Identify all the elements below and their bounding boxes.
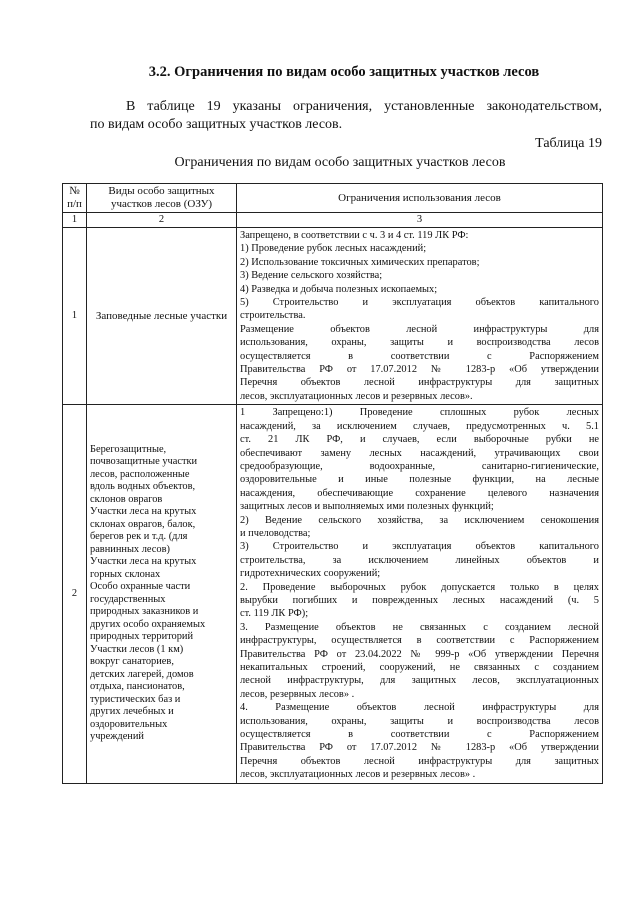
restriction-line: обеспечивают замену лесных насаждений, утрачивающих свои	[240, 447, 599, 459]
forest-type-line: вокруг санаториев,	[90, 656, 174, 668]
table-header-row	[63, 184, 603, 213]
restriction-line: вырубки погибших и поврежденных лесных насаждений (ч. 5	[240, 594, 599, 606]
restriction-line: лесной инфраструктуры, для защитных лесов, эксплуатационных	[240, 675, 599, 687]
forest-type-line: горных склонах	[90, 568, 161, 580]
intro-paragraph	[90, 98, 602, 134]
table-caption: Ограничения по видам особо защитных участков лесов	[174, 155, 506, 170]
row-number: 2	[63, 405, 87, 783]
forest-type-line: Участки леса на крутых	[90, 556, 197, 568]
col-number: 2	[87, 213, 237, 228]
restriction-line: насаждений, за исключением случаев, предусмотренных ч. 5.1	[240, 420, 599, 432]
restriction-line: строительства.	[240, 310, 306, 322]
intro-line-2: по видам особо защитных участков лесов.	[90, 117, 343, 132]
forest-type-line: склонов оврагов	[90, 493, 163, 505]
restriction-line: 1) Проведение рубок лесных насаждений;	[240, 243, 427, 255]
col-number: 1	[63, 213, 87, 228]
restriction-line: лесов, эксплуатационных лесов и резервных лесов».	[240, 390, 473, 402]
restriction-line: 3. Размещение объектов не связанных с созданием лесной	[240, 621, 599, 633]
table-row	[63, 228, 603, 405]
restriction-line: инфраструктуры, осуществляется в соответствии с Распоряжением	[240, 635, 599, 647]
restriction-line: Размещение объектов лесной инфраструктуры для	[240, 323, 599, 335]
col-number: 3	[237, 213, 603, 228]
forest-type-line: других особо охраняемых	[90, 618, 206, 630]
section-title: 3.2. Ограничения по видам особо защитных участков лесов	[148, 64, 540, 80]
restrictions-table	[62, 183, 603, 784]
forest-type-line: Участки лесов (1 км)	[90, 643, 184, 655]
forest-type-line: отдыха, пансионатов,	[90, 681, 185, 693]
restriction-line: 2) Ведение сельского хозяйства, за исключением сенокошения	[240, 514, 599, 526]
restriction-line: лесов, резервных лесов» .	[240, 688, 355, 700]
table-row	[63, 405, 603, 783]
restriction-line: 2) Использование токсичных химических препаратов;	[240, 256, 480, 268]
restriction-line: 3) Ведение сельского хозяйства;	[240, 270, 383, 282]
forest-type-line: равнинных лесов)	[90, 543, 170, 555]
restriction-line: оздоровительные и иные полезные функции, на лесные	[240, 474, 599, 486]
forest-type-line: Особо охранные части	[90, 581, 191, 593]
restriction-text	[237, 405, 603, 783]
restriction-line: строительства, за исключением линейных объектов и	[240, 554, 599, 566]
restriction-line: 5) Строительство и эксплуатация объектов капитального	[240, 297, 599, 309]
restriction-line: Перечня объектов лесной инфраструктуры для защитных	[240, 755, 599, 767]
restriction-line: использования, охраны, защиты и воспроизводства лесов	[240, 715, 599, 727]
restriction-line: гидротехнических сооружений;	[240, 568, 381, 580]
restriction-line: лесов, эксплуатационных лесов и резервных лесов» .	[240, 769, 476, 781]
table-label: Таблица 19	[535, 136, 602, 151]
restriction-line: 3) Строительство и эксплуатация объектов капитального	[240, 541, 599, 553]
restriction-line: использования, охраны, защиты и воспроизводства лесов	[240, 337, 599, 349]
header-num: № п/п	[63, 184, 87, 213]
restriction-line: Запрещено, в соответствии с ч. 3 и 4 ст. 119 ЛК РФ:	[240, 230, 469, 241]
restriction-line: и пчеловодства;	[240, 527, 311, 539]
forest-type-line: учреждений	[90, 731, 144, 743]
restriction-line: некапитальных строений, сооружений, не связанных с созданием	[240, 662, 599, 673]
restriction-line: 4) Разведка и добыча полезных ископаемых;	[240, 283, 438, 295]
restriction-line: Правительства РФ от 23.04.2022 № 999-р «Об утверждении Перечня	[240, 648, 599, 660]
restriction-line: 2. Проведение выборочных рубок допускается только в целях	[240, 581, 599, 593]
forest-type-line: других лечебных и	[90, 706, 174, 718]
intro-line-1: В таблице 19 указаны ограничения, установленные законодательством,	[126, 99, 602, 114]
forest-type-line: оздоровительных	[90, 718, 168, 730]
forest-type-line: вдоль водных объектов,	[90, 481, 196, 493]
header-type: Виды особо защитных участков лесов (ОЗУ)	[87, 184, 237, 213]
restriction-line: Перечня объектов лесной инфраструктуры для защитных	[240, 377, 599, 389]
column-number-row	[63, 213, 603, 228]
restriction-text	[237, 228, 603, 405]
forest-type-line: почвозащитные участки	[90, 456, 198, 468]
restriction-line: насаждения, обеспечивающие сохранение целевого назначения	[240, 487, 599, 499]
restriction-line: Правительства РФ от 17.07.2012 № 1283-р «Об утверждении	[240, 364, 599, 376]
forest-type-line: природных территорий	[90, 631, 194, 643]
restriction-line: 4. Размещение объектов лесной инфраструктуры для	[240, 702, 599, 714]
forest-type-line: Участки леса на крутых	[90, 506, 197, 518]
restriction-line: защитных лесов и выполняемых ими полезных функций;	[240, 501, 494, 513]
forest-type-line: Берегозащитные,	[90, 443, 167, 455]
forest-type-line: склонах оврагов, балок,	[90, 518, 196, 530]
restriction-line: ст. 119 ЛК РФ);	[240, 608, 309, 620]
header-restrictions: Ограничения использования лесов	[237, 184, 603, 213]
restriction-line: осуществляется в соответствии с Распоряжением	[240, 350, 599, 362]
restriction-line: 1 Запрещено:1) Проведение сплошных рубок лесных	[240, 407, 599, 419]
forest-type-line: берегов рек и т.д. (для	[90, 531, 188, 543]
forest-type-line: государственных	[90, 593, 166, 605]
forest-type: Заповедные лесные участки	[87, 228, 237, 405]
restriction-line: средообразующие, водоохранные, санитарно-гигиенические,	[240, 460, 599, 472]
restriction-line: ст. 21 ЛК РФ, и случаев, если выборочные рубки не	[240, 434, 599, 446]
forest-type-line: природных заказников и	[90, 606, 199, 618]
forest-type-line: лесов, расположенные	[90, 468, 190, 480]
restriction-line: Правительства РФ от 17.07.2012 № 1283-р «Об утверждении	[240, 742, 599, 754]
forest-type-line: туристических баз и	[90, 693, 181, 705]
row-number: 1	[63, 228, 87, 405]
forest-type-line: детских лагерей, домов	[90, 668, 194, 680]
restriction-line: осуществляется в соответствии с Распоряжением	[240, 729, 599, 741]
forest-type	[87, 405, 237, 783]
